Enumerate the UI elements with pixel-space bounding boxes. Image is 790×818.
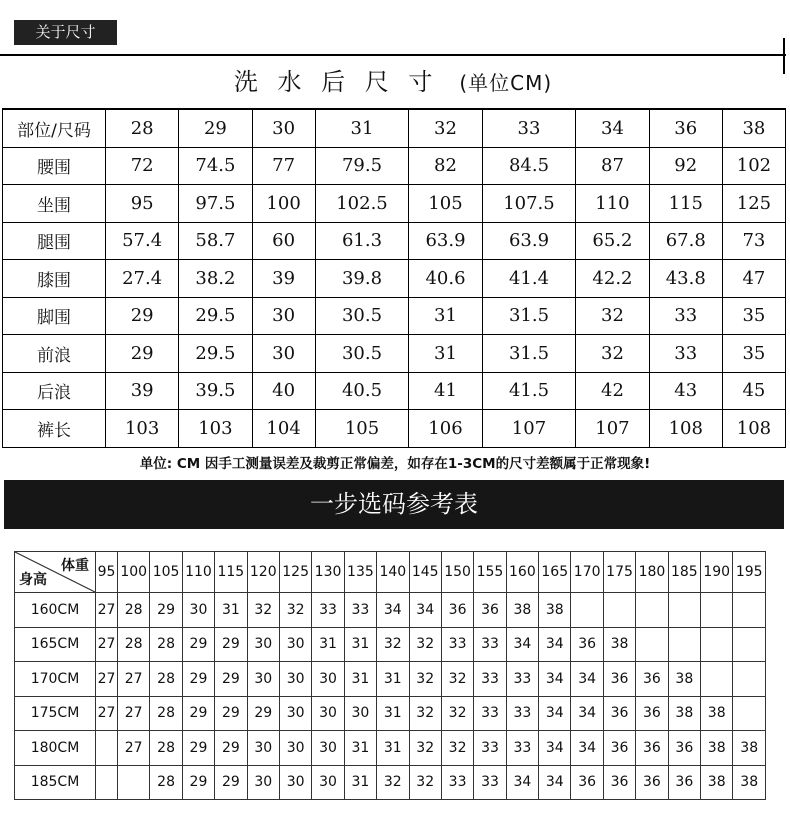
reference-cell: 31 — [344, 765, 376, 800]
reference-cell: 34 — [539, 627, 571, 662]
reference-row — [15, 593, 766, 628]
reference-cell: 34 — [571, 696, 603, 731]
size-row — [3, 147, 786, 185]
size-cell: 35 — [722, 335, 785, 373]
size-cell: 61.3 — [315, 222, 409, 260]
size-row — [3, 297, 786, 335]
reference-cell: 29 — [215, 627, 247, 662]
size-header-cell: 31 — [315, 109, 409, 147]
reference-cell: 27 — [96, 627, 118, 662]
reference-cell: 29 — [150, 593, 182, 628]
size-cell: 67.8 — [649, 222, 722, 260]
reference-cell: 27 — [117, 696, 149, 731]
reference-cell: 28 — [150, 627, 182, 662]
size-row-label: 后浪 — [3, 372, 106, 410]
size-header-cell: 30 — [252, 109, 315, 147]
reference-cell: 33 — [474, 662, 506, 697]
reference-cell: 30 — [279, 765, 311, 800]
reference-cell: 29 — [182, 627, 214, 662]
size-cell: 41.5 — [482, 372, 576, 410]
reference-cell: 31 — [344, 662, 376, 697]
reference-cell: 27 — [96, 696, 118, 731]
weight-header-cell: 180 — [636, 552, 668, 593]
reference-cell — [571, 593, 603, 628]
size-cell: 31.5 — [482, 335, 576, 373]
size-cell: 110 — [576, 185, 649, 223]
size-cell: 79.5 — [315, 147, 409, 185]
corner-weight-label: 体重 — [61, 558, 89, 574]
size-cell: 27.4 — [106, 260, 179, 298]
reference-cell: 30 — [312, 696, 344, 731]
height-label: 165CM — [15, 627, 96, 662]
height-label: 175CM — [15, 696, 96, 731]
size-cell: 40 — [252, 372, 315, 410]
height-label: 170CM — [15, 662, 96, 697]
reference-cell: 34 — [506, 627, 538, 662]
size-cell: 63.9 — [482, 222, 576, 260]
reference-cell — [636, 627, 668, 662]
reference-cell: 34 — [539, 765, 571, 800]
size-cell: 65.2 — [576, 222, 649, 260]
reference-cell: 33 — [506, 662, 538, 697]
size-row-label: 裤长 — [3, 410, 106, 448]
size-row — [3, 222, 786, 260]
size-table-unit: (单位CM) — [459, 71, 553, 95]
size-cell: 39 — [106, 372, 179, 410]
size-cell: 105 — [409, 185, 482, 223]
size-row-label: 膝围 — [3, 260, 106, 298]
size-cell: 103 — [106, 410, 179, 448]
reference-cell: 38 — [539, 593, 571, 628]
reference-cell: 36 — [571, 627, 603, 662]
reference-cell: 32 — [409, 765, 441, 800]
section-tag: 关于尺寸 — [14, 20, 117, 45]
reference-corner — [15, 552, 96, 593]
reference-cell — [733, 662, 766, 697]
reference-cell: 33 — [506, 731, 538, 766]
size-header-cell: 33 — [482, 109, 576, 147]
reference-cell: 36 — [441, 593, 473, 628]
reference-cell: 28 — [117, 627, 149, 662]
size-cell: 108 — [722, 410, 785, 448]
reference-cell — [733, 593, 766, 628]
reference-cell: 31 — [344, 627, 376, 662]
reference-cell: 28 — [117, 593, 149, 628]
size-cell: 60 — [252, 222, 315, 260]
reference-cell: 36 — [636, 696, 668, 731]
size-cell: 31 — [409, 335, 482, 373]
reference-cell: 34 — [539, 662, 571, 697]
size-cell: 73 — [722, 222, 785, 260]
size-row-label: 腿围 — [3, 222, 106, 260]
reference-table — [14, 551, 766, 800]
reference-cell: 31 — [377, 731, 409, 766]
size-cell: 39.5 — [179, 372, 252, 410]
reference-cell: 36 — [474, 593, 506, 628]
height-label: 180CM — [15, 731, 96, 766]
size-cell: 31 — [409, 297, 482, 335]
reference-cell: 36 — [603, 696, 635, 731]
size-cell: 107 — [576, 410, 649, 448]
weight-header-cell: 105 — [150, 552, 182, 593]
size-cell: 30.5 — [315, 335, 409, 373]
reference-cell: 34 — [539, 731, 571, 766]
weight-header-cell: 165 — [539, 552, 571, 593]
reference-cell: 29 — [247, 696, 279, 731]
size-cell: 107.5 — [482, 185, 576, 223]
size-cell: 87 — [576, 147, 649, 185]
size-cell: 29 — [106, 297, 179, 335]
size-table — [2, 108, 786, 448]
size-cell: 29.5 — [179, 335, 252, 373]
size-cell: 47 — [722, 260, 785, 298]
reference-cell: 34 — [571, 662, 603, 697]
reference-cell: 36 — [603, 731, 635, 766]
reference-cell: 32 — [377, 765, 409, 800]
size-header-row — [3, 109, 786, 147]
reference-cell: 31 — [344, 731, 376, 766]
weight-header-cell: 160 — [506, 552, 538, 593]
reference-cell: 32 — [409, 696, 441, 731]
reference-cell — [701, 662, 733, 697]
weight-header-cell: 175 — [603, 552, 635, 593]
size-row — [3, 372, 786, 410]
reference-cell: 38 — [603, 627, 635, 662]
size-cell: 104 — [252, 410, 315, 448]
size-cell: 74.5 — [179, 147, 252, 185]
reference-cell: 30 — [247, 765, 279, 800]
size-cell: 100 — [252, 185, 315, 223]
reference-cell: 27 — [117, 662, 149, 697]
size-cell: 72 — [106, 147, 179, 185]
corner-height-label: 身高 — [19, 572, 47, 588]
reference-cell: 33 — [312, 593, 344, 628]
reference-row — [15, 765, 766, 800]
reference-cell: 31 — [312, 627, 344, 662]
size-cell: 77 — [252, 147, 315, 185]
size-cell: 95 — [106, 185, 179, 223]
reference-cell: 29 — [182, 731, 214, 766]
size-cell: 40.6 — [409, 260, 482, 298]
reference-cell: 27 — [96, 662, 118, 697]
size-row — [3, 335, 786, 373]
weight-header-cell: 155 — [474, 552, 506, 593]
size-cell: 39.8 — [315, 260, 409, 298]
size-cell: 29 — [106, 335, 179, 373]
reference-cell: 29 — [215, 696, 247, 731]
reference-cell: 38 — [733, 765, 766, 800]
size-cell: 105 — [315, 410, 409, 448]
reference-cell: 32 — [409, 662, 441, 697]
weight-header-cell: 170 — [571, 552, 603, 593]
size-cell: 30.5 — [315, 297, 409, 335]
reference-cell: 29 — [182, 765, 214, 800]
weight-header-cell: 100 — [117, 552, 149, 593]
reference-cell: 32 — [247, 593, 279, 628]
size-cell: 125 — [722, 185, 785, 223]
weight-header-cell: 190 — [701, 552, 733, 593]
reference-cell: 34 — [506, 765, 538, 800]
size-cell: 41 — [409, 372, 482, 410]
size-cell: 103 — [179, 410, 252, 448]
reference-cell: 33 — [506, 696, 538, 731]
reference-cell: 33 — [441, 765, 473, 800]
size-cell: 106 — [409, 410, 482, 448]
reference-cell: 32 — [409, 627, 441, 662]
reference-cell: 31 — [377, 662, 409, 697]
weight-header-cell: 145 — [409, 552, 441, 593]
reference-cell: 30 — [344, 696, 376, 731]
size-row-label: 脚围 — [3, 297, 106, 335]
reference-cell: 30 — [247, 662, 279, 697]
size-cell: 29.5 — [179, 297, 252, 335]
size-cell: 63.9 — [409, 222, 482, 260]
reference-cell: 27 — [96, 593, 118, 628]
size-header-cell: 38 — [722, 109, 785, 147]
reference-row — [15, 662, 766, 697]
reference-cell: 29 — [215, 731, 247, 766]
reference-cell: 36 — [636, 765, 668, 800]
size-cell: 92 — [649, 147, 722, 185]
reference-cell: 30 — [279, 731, 311, 766]
size-header-cell: 32 — [409, 109, 482, 147]
reference-cell: 38 — [668, 662, 700, 697]
reference-cell — [668, 627, 700, 662]
reference-cell: 30 — [312, 731, 344, 766]
reference-cell — [117, 765, 149, 800]
size-cell: 41.4 — [482, 260, 576, 298]
size-cell: 32 — [576, 297, 649, 335]
reference-cell: 38 — [701, 765, 733, 800]
measurement-note: 单位: CM 因手工测量误差及裁剪正常偏差，如存在1-3CM的尺寸差额属于正常现象! — [139, 456, 651, 472]
size-cell: 102 — [722, 147, 785, 185]
reference-cell: 32 — [441, 662, 473, 697]
weight-header-cell: 195 — [733, 552, 766, 593]
size-cell: 32 — [576, 335, 649, 373]
reference-cell: 32 — [377, 627, 409, 662]
size-row — [3, 185, 786, 223]
size-cell: 115 — [649, 185, 722, 223]
size-cell: 45 — [722, 372, 785, 410]
reference-cell: 36 — [636, 662, 668, 697]
reference-cell — [636, 593, 668, 628]
weight-header-cell: 150 — [441, 552, 473, 593]
reference-cell — [96, 731, 118, 766]
reference-cell: 30 — [247, 627, 279, 662]
size-cell: 40.5 — [315, 372, 409, 410]
reference-cell: 33 — [474, 696, 506, 731]
reference-cell: 28 — [150, 731, 182, 766]
reference-cell: 33 — [474, 765, 506, 800]
weight-header-cell: 130 — [312, 552, 344, 593]
reference-cell: 36 — [668, 731, 700, 766]
reference-cell — [603, 593, 635, 628]
size-cell: 58.7 — [179, 222, 252, 260]
height-label: 185CM — [15, 765, 96, 800]
reference-cell: 29 — [182, 662, 214, 697]
reference-cell: 36 — [571, 765, 603, 800]
reference-cell: 33 — [441, 627, 473, 662]
reference-cell: 32 — [441, 696, 473, 731]
reference-cell — [96, 765, 118, 800]
reference-cell: 36 — [603, 765, 635, 800]
reference-cell: 36 — [636, 731, 668, 766]
size-header-cell: 28 — [106, 109, 179, 147]
weight-header-cell: 110 — [182, 552, 214, 593]
size-cell: 82 — [409, 147, 482, 185]
reference-cell: 33 — [474, 627, 506, 662]
weight-header-cell: 135 — [344, 552, 376, 593]
reference-cell: 34 — [377, 593, 409, 628]
size-header-cell: 29 — [179, 109, 252, 147]
size-cell: 102.5 — [315, 185, 409, 223]
reference-cell: 28 — [150, 662, 182, 697]
reference-row — [15, 696, 766, 731]
size-cell: 33 — [649, 335, 722, 373]
reference-cell: 34 — [539, 696, 571, 731]
reference-cell: 36 — [603, 662, 635, 697]
size-row — [3, 410, 786, 448]
reference-cell: 34 — [409, 593, 441, 628]
size-cell: 31.5 — [482, 297, 576, 335]
size-cell: 35 — [722, 297, 785, 335]
reference-cell: 30 — [312, 765, 344, 800]
reference-cell: 31 — [377, 696, 409, 731]
height-label: 160CM — [15, 593, 96, 628]
reference-cell: 30 — [312, 662, 344, 697]
size-cell: 42.2 — [576, 260, 649, 298]
size-table-title-text: 洗 水 后 尺 寸 — [233, 68, 434, 96]
reference-cell: 29 — [182, 696, 214, 731]
reference-cell: 29 — [215, 662, 247, 697]
size-cell: 43.8 — [649, 260, 722, 298]
size-cell: 33 — [649, 297, 722, 335]
reference-cell: 32 — [409, 731, 441, 766]
reference-row — [15, 731, 766, 766]
size-cell: 84.5 — [482, 147, 576, 185]
reference-cell: 30 — [247, 731, 279, 766]
size-row-label: 前浪 — [3, 335, 106, 373]
reference-cell: 38 — [506, 593, 538, 628]
size-cell: 42 — [576, 372, 649, 410]
weight-header-cell: 115 — [215, 552, 247, 593]
reference-cell: 38 — [701, 696, 733, 731]
weight-header-cell: 185 — [668, 552, 700, 593]
reference-cell: 28 — [150, 765, 182, 800]
weight-header-cell: 120 — [247, 552, 279, 593]
size-cell: 107 — [482, 410, 576, 448]
size-row-label: 坐围 — [3, 185, 106, 223]
size-cell: 39 — [252, 260, 315, 298]
reference-cell: 36 — [668, 765, 700, 800]
reference-cell: 38 — [733, 731, 766, 766]
reference-cell: 38 — [668, 696, 700, 731]
reference-cell: 27 — [117, 731, 149, 766]
reference-cell: 30 — [182, 593, 214, 628]
size-header-label: 部位/尺码 — [3, 109, 106, 147]
reference-cell: 30 — [279, 627, 311, 662]
size-table-title — [0, 56, 786, 108]
reference-row — [15, 627, 766, 662]
reference-cell: 33 — [344, 593, 376, 628]
reference-banner: 一步选码参考表 — [4, 480, 784, 529]
weight-header-cell: 125 — [279, 552, 311, 593]
reference-cell — [701, 593, 733, 628]
size-cell: 108 — [649, 410, 722, 448]
reference-cell: 30 — [279, 662, 311, 697]
size-row-label: 腰围 — [3, 147, 106, 185]
reference-cell: 34 — [571, 731, 603, 766]
reference-header-row — [15, 552, 766, 593]
size-row — [3, 260, 786, 298]
size-cell: 57.4 — [106, 222, 179, 260]
reference-cell — [733, 627, 766, 662]
size-cell: 97.5 — [179, 185, 252, 223]
reference-cell — [701, 627, 733, 662]
size-cell: 30 — [252, 297, 315, 335]
weight-header-cell: 95 — [96, 552, 118, 593]
reference-cell: 29 — [215, 765, 247, 800]
size-header-cell: 36 — [649, 109, 722, 147]
size-cell: 43 — [649, 372, 722, 410]
reference-cell: 31 — [215, 593, 247, 628]
size-cell: 30 — [252, 335, 315, 373]
size-header-cell: 34 — [576, 109, 649, 147]
reference-cell — [733, 696, 766, 731]
reference-cell: 30 — [279, 696, 311, 731]
reference-cell: 28 — [150, 696, 182, 731]
reference-cell — [668, 593, 700, 628]
reference-cell: 32 — [279, 593, 311, 628]
reference-cell: 33 — [474, 731, 506, 766]
weight-header-cell: 140 — [377, 552, 409, 593]
size-cell: 38.2 — [179, 260, 252, 298]
reference-cell: 38 — [701, 731, 733, 766]
reference-cell: 32 — [441, 731, 473, 766]
